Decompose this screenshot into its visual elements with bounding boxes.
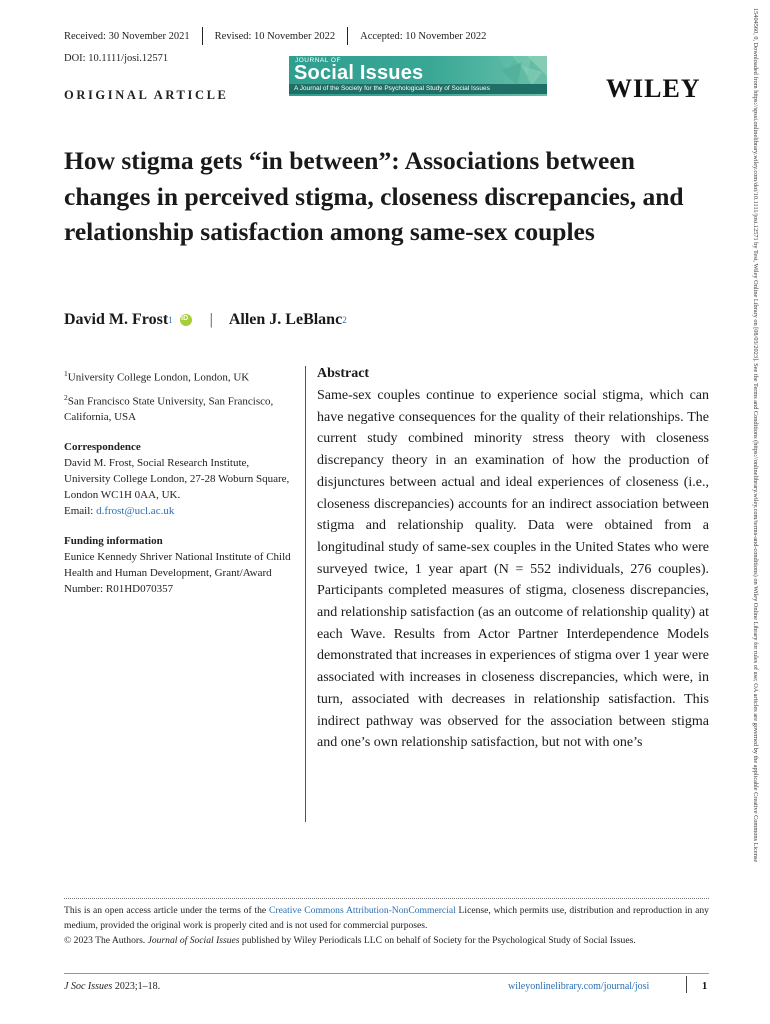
journal-citation [64, 981, 160, 992]
article-type: ORIGINAL ARTICLE [64, 88, 229, 102]
funding-heading: Funding information [64, 535, 163, 548]
footer-separator [686, 976, 687, 993]
journal-logo [289, 56, 547, 96]
license-text: This is an open access article under the terms of the [64, 905, 269, 916]
column-divider [305, 366, 306, 822]
correspondence-address: David M. Frost, Social Research Institute, University College London, 27-28 Woburn Square, London WC1H 0AA, UK. [64, 457, 290, 502]
affiliation-number: 2 [64, 392, 68, 402]
date-separator [202, 27, 203, 45]
license-notice [64, 903, 709, 948]
license-link[interactable]: Creative Commons Attribution-NonCommercial [268, 905, 456, 916]
license-text: License, which permits use, distribution and reproduction in any medium, provided the original work is properly cited and is not used for commercial purposes. [64, 905, 709, 931]
correspondence-heading: Correspondence [64, 441, 141, 454]
journal-of-label: JOURNAL OF [295, 57, 341, 64]
author-separator: | [209, 311, 213, 328]
affiliation [64, 366, 296, 386]
affiliation-number: 1 [64, 369, 68, 378]
author-name[interactable]: Allen J. LeBlanc [228, 311, 343, 328]
correspondence-text [64, 455, 296, 519]
affiliation [64, 390, 296, 426]
author-affiliation-marker: 2 [342, 315, 347, 325]
article-info-column [64, 366, 296, 597]
author-name[interactable]: David M. Frost [64, 311, 169, 328]
abstract [317, 366, 709, 754]
journal-banner-decoration [487, 56, 547, 86]
doi: DOI: 10.1111/josi.12571 [64, 53, 169, 64]
page-number: 1 [702, 981, 708, 992]
download-notice-text: 15404560, 0, Downloaded from https://spssi.onlinelibrary.wiley.com/doi/10.1111/josi.12571 by Test, Wiley Online Library on [08/03/2023]. See the Terms and Conditions (https://onlinelibrary.wiley.com/terms-and-conditions) on Wiley Online Library for rules of use; OA articles are governed by the applicable Creative Commons License [752, 8, 759, 863]
email-label: Email: [64, 505, 97, 518]
funding-text: Eunice Kennedy Shriver National Institute of Child Health and Human Development, Grant/Award Number: R01HD070357 [64, 551, 291, 596]
journal-url-link[interactable]: wileyonlinelibrary.com/journal/josi [508, 981, 650, 992]
journal-name: Social Issues [294, 62, 424, 84]
license-divider [64, 898, 709, 899]
email-link[interactable]: d.frost@ucl.ac.uk [96, 505, 175, 518]
affiliation-text: University College London, London, UK [67, 371, 250, 384]
journal-subtitle: A Journal of the Society for the Psychological Study of Social Issues [289, 84, 547, 94]
publisher-logo: WILEY [606, 74, 701, 103]
orcid-icon[interactable] [180, 314, 192, 326]
abstract-heading: Abstract [317, 366, 370, 381]
abstract-text: Same-sex couples continue to experience social stigma, which can have negative consequences for the quality of their relationships. The current study combined minority stress theory with closeness discrepancy theory in an examination of how the production of disjunctures between actual and ideal experiences of closeness (i.e., closeness discrepancies) accounts for an indirect association between stigma and relationship quality. Data were obtained from a longitudinal study of same-sex couples in the United States who were surveyed twice, 1 year apart (N = 552 individuals, 276 couples). Participants completed measures of stigma, closeness discrepancies, and relationship satisfaction (as an outcome of relationship quality) at each Wave. Results from Actor Partner Interdependence Models demonstrated that increases in experiences of stigma over 1 year were associated with increases in closeness discrepancies, which were, in turn, associated with decreases in relationship satisfaction. This indirect pathway was observed for the association between stigma and one’s own relationship satisfaction, but not with one’s [317, 388, 709, 751]
author-list [64, 311, 347, 329]
revised-date: Revised: 10 November 2022 [214, 30, 336, 42]
citation-info: 2023;1–18. [112, 981, 161, 992]
copyright-text: © 2023 The Authors. [64, 935, 148, 946]
copyright-text: published by Wiley Periodicals LLC on behalf of Society for the Psychological Study of Social Issues. [239, 935, 636, 946]
author-affiliation-marker: 1 [168, 315, 173, 325]
download-notice [749, 8, 761, 1013]
article-title: How stigma gets “in between”: Associations between changes in perceived stigma, closeness discrepancies, and relationship satisfaction among same-sex couples [64, 146, 684, 246]
received-date: Received: 30 November 2021 [64, 30, 190, 42]
accepted-date: Accepted: 10 November 2022 [360, 30, 487, 42]
journal-abbrev: J Soc Issues [64, 981, 113, 992]
article-dates [64, 27, 486, 45]
footer-divider [64, 973, 709, 974]
date-separator [347, 27, 348, 45]
copyright-journal: Journal of Social Issues [147, 935, 240, 946]
affiliation-text: San Francisco State University, San Francisco, California, USA [64, 395, 274, 424]
